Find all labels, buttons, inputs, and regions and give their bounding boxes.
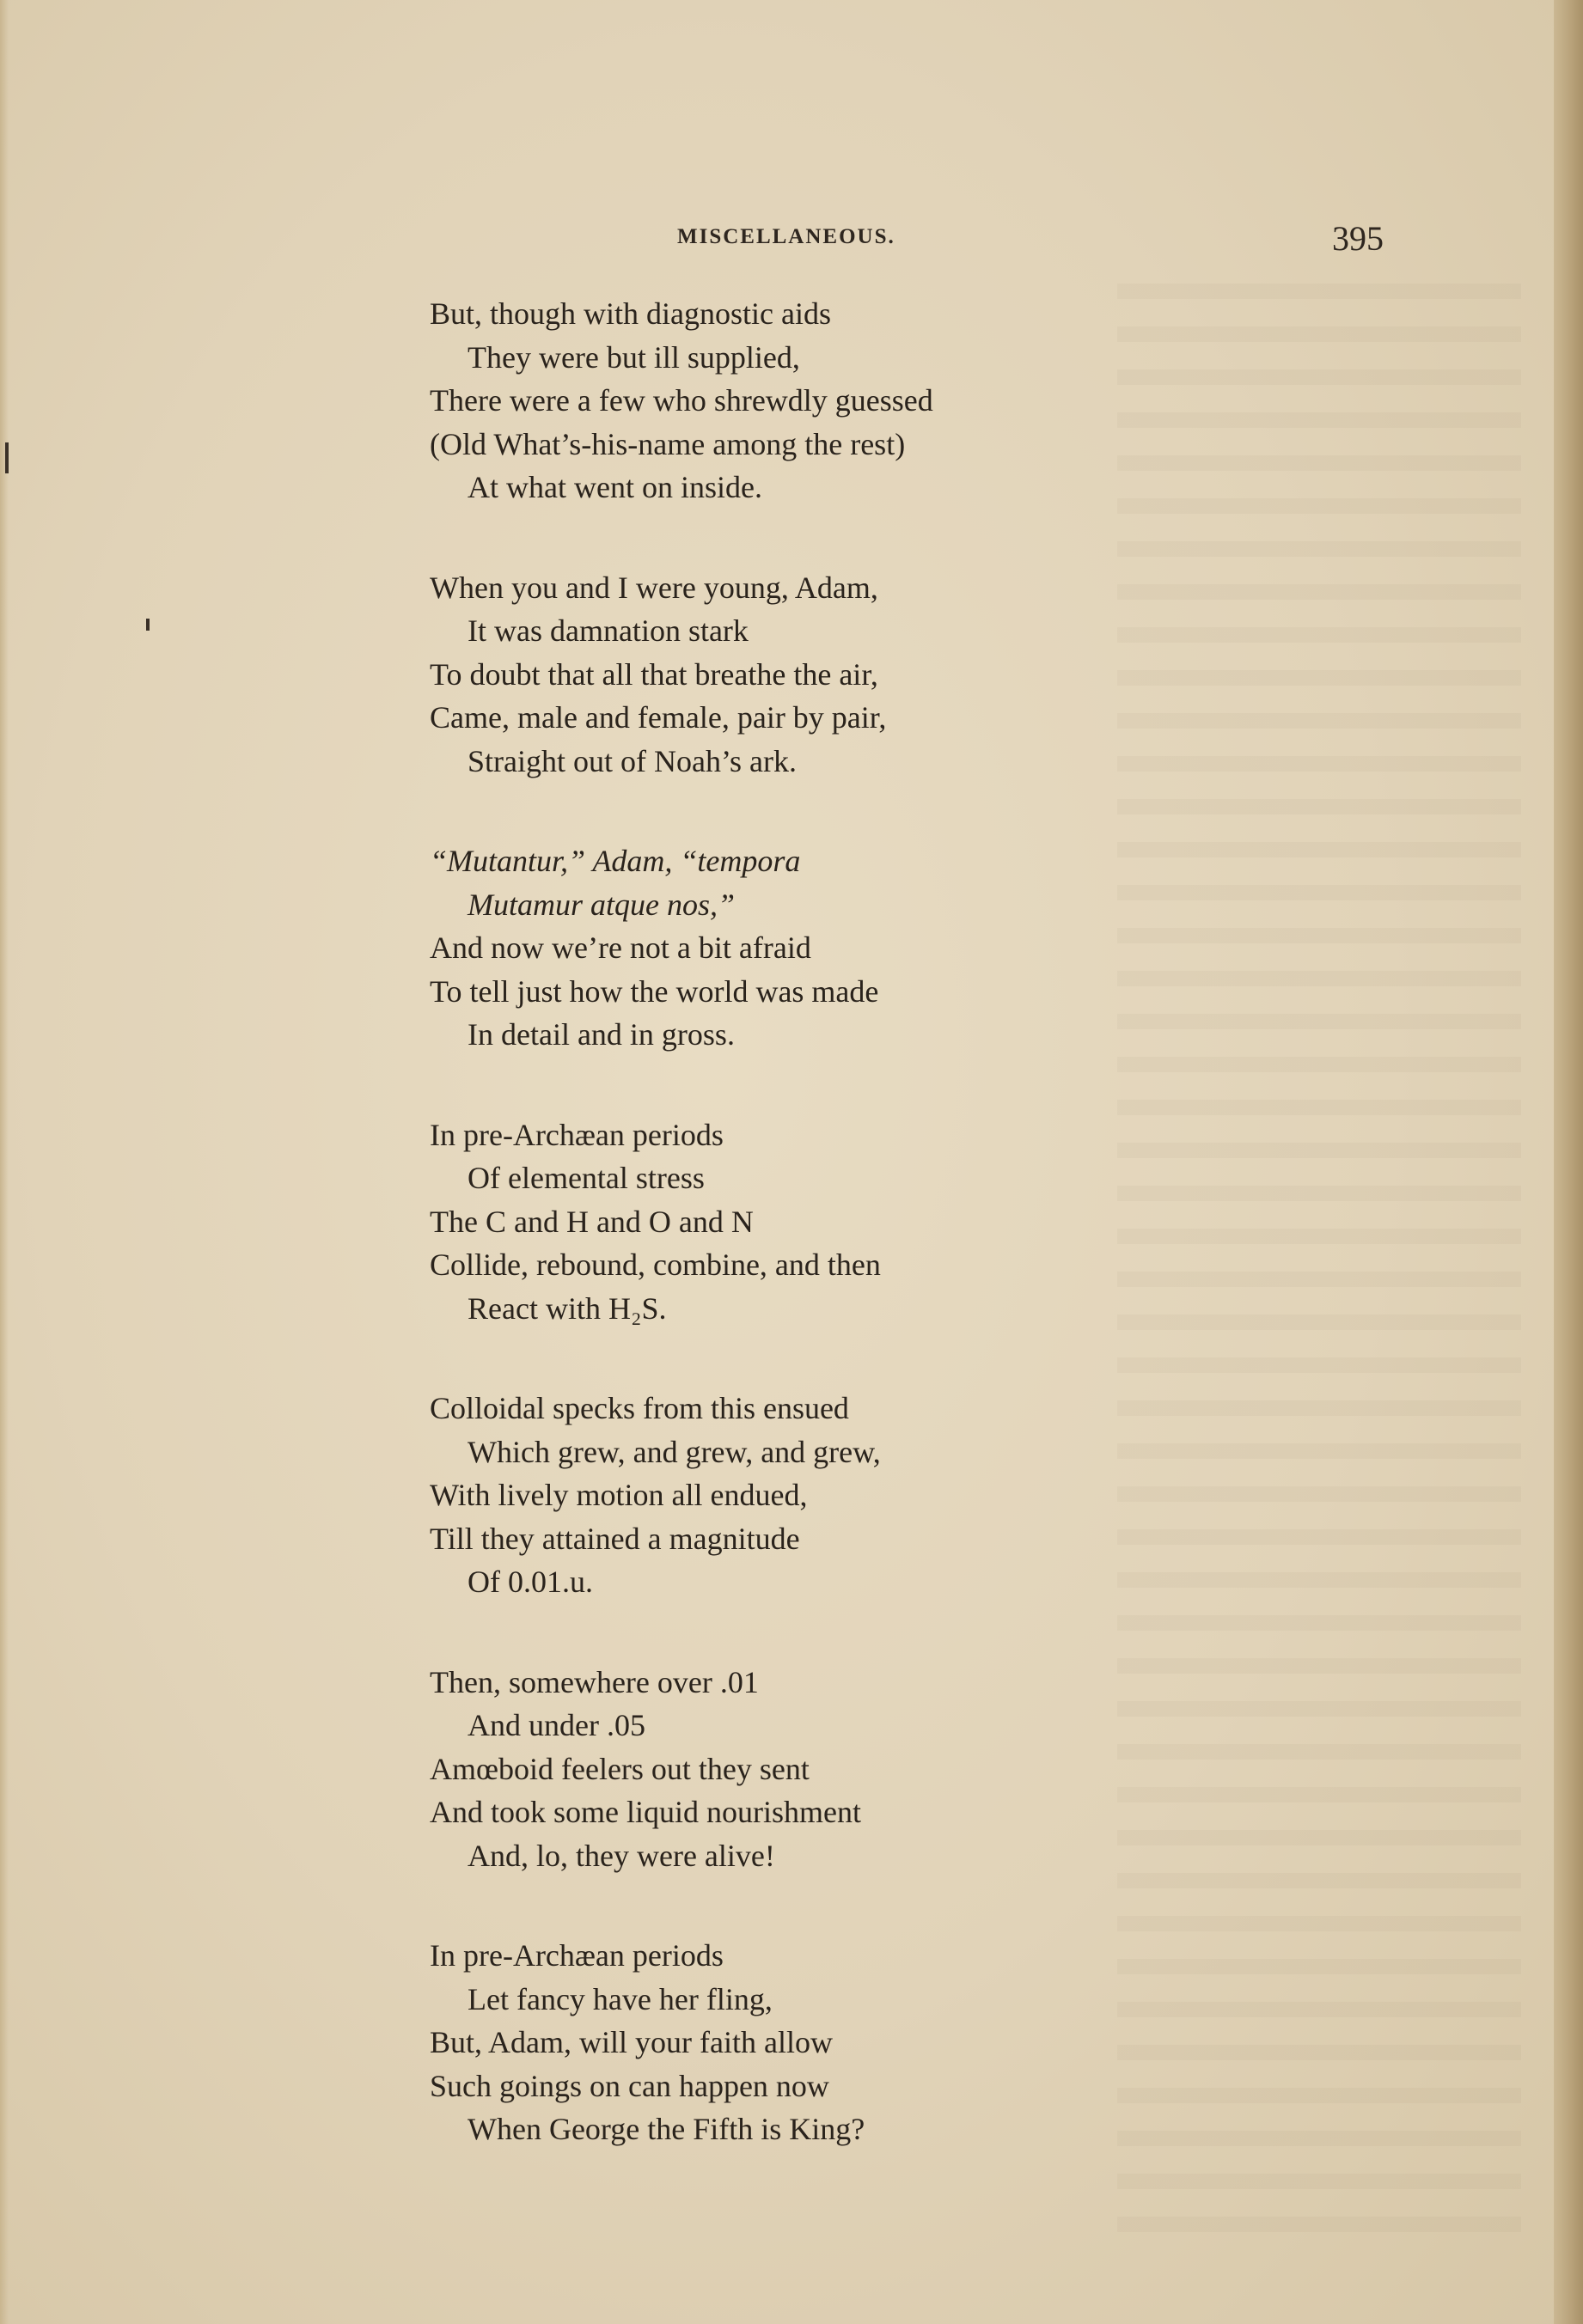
poem-line: Colloidal specks from this ensued: [430, 1391, 849, 1425]
page-number: 395: [1332, 219, 1384, 258]
stanza: [430, 292, 1134, 509]
poem-line: “Mutantur,” Adam, “tempora: [430, 844, 801, 878]
poem-line: It was damnation stark: [468, 613, 749, 648]
poem-line: But, Adam, will your faith allow: [430, 2025, 833, 2059]
poem-line: To doubt that all that breathe the air,: [430, 656, 878, 692]
poem-line: Then, somewhere over .01: [430, 1664, 759, 1699]
poem-line: In pre-Archæan periods: [430, 1938, 724, 1973]
poem-line: But, though with diagnostic aids: [430, 296, 831, 331]
poem-line: They were but ill supplied,: [468, 339, 800, 375]
poem-line: In pre-Archæan periods: [430, 1117, 724, 1152]
poem-line: And under .05: [468, 1708, 645, 1742]
poem-line: In detail and in gross.: [468, 1017, 735, 1052]
poem-line: At what went on inside.: [468, 470, 762, 504]
poem-line: And took some liquid nourishment: [430, 1795, 861, 1829]
poem-line: Till they attained a magnitude: [430, 1521, 800, 1556]
poem-line: Mutamur atque nos,”: [468, 887, 736, 922]
poem-line: Of 0.01.u.: [468, 1565, 593, 1599]
stanza: [430, 1934, 1134, 2151]
poem-line: The C and H and O and N: [430, 1204, 754, 1239]
poem-body: [430, 292, 1134, 2208]
poem-line: And, lo, they were alive!: [468, 1838, 775, 1873]
stanza: [430, 1113, 1134, 1331]
poem-line: To tell just how the world was made: [430, 973, 879, 1009]
poem-line: When you and I were young, Adam,: [430, 570, 878, 605]
poem-line: Such goings on can happen now: [430, 2068, 829, 2103]
stanza: [430, 566, 1134, 784]
stanza: [430, 1661, 1134, 1878]
stanza: [430, 1387, 1134, 1604]
poem-line: With lively motion all endued,: [430, 1478, 808, 1512]
poem-line: Straight out of Noah’s ark.: [468, 743, 797, 778]
running-head: MISCELLANEOUS.: [677, 225, 895, 248]
poem-line: Came, male and female, pair by pair,: [430, 700, 887, 735]
page-left-edge: [0, 0, 9, 2324]
poem-line: When George the Fifth is King?: [468, 2112, 865, 2146]
poem-line: Let fancy have her fling,: [468, 1981, 773, 2016]
poem-line: React with H₂S.: [468, 1290, 667, 1326]
poem-line: Collide, rebound, combine, and then: [430, 1247, 881, 1282]
poem-line: Of elemental stress: [468, 1161, 705, 1195]
poem-line: There were a few who shrewdly guessed: [430, 383, 933, 418]
margin-mark: [5, 442, 9, 473]
poem-line: Amœboid feelers out they sent: [430, 1751, 810, 1786]
margin-mark: [146, 619, 150, 631]
poem-line: (Old What’s-his-name among the rest): [430, 426, 906, 461]
page-right-edge: [1554, 0, 1583, 2324]
poem-line: And now we’re not a bit afraid: [430, 930, 811, 965]
stanza: [430, 839, 1134, 1057]
poem-line: Which grew, and grew, and grew,: [468, 1434, 881, 1469]
